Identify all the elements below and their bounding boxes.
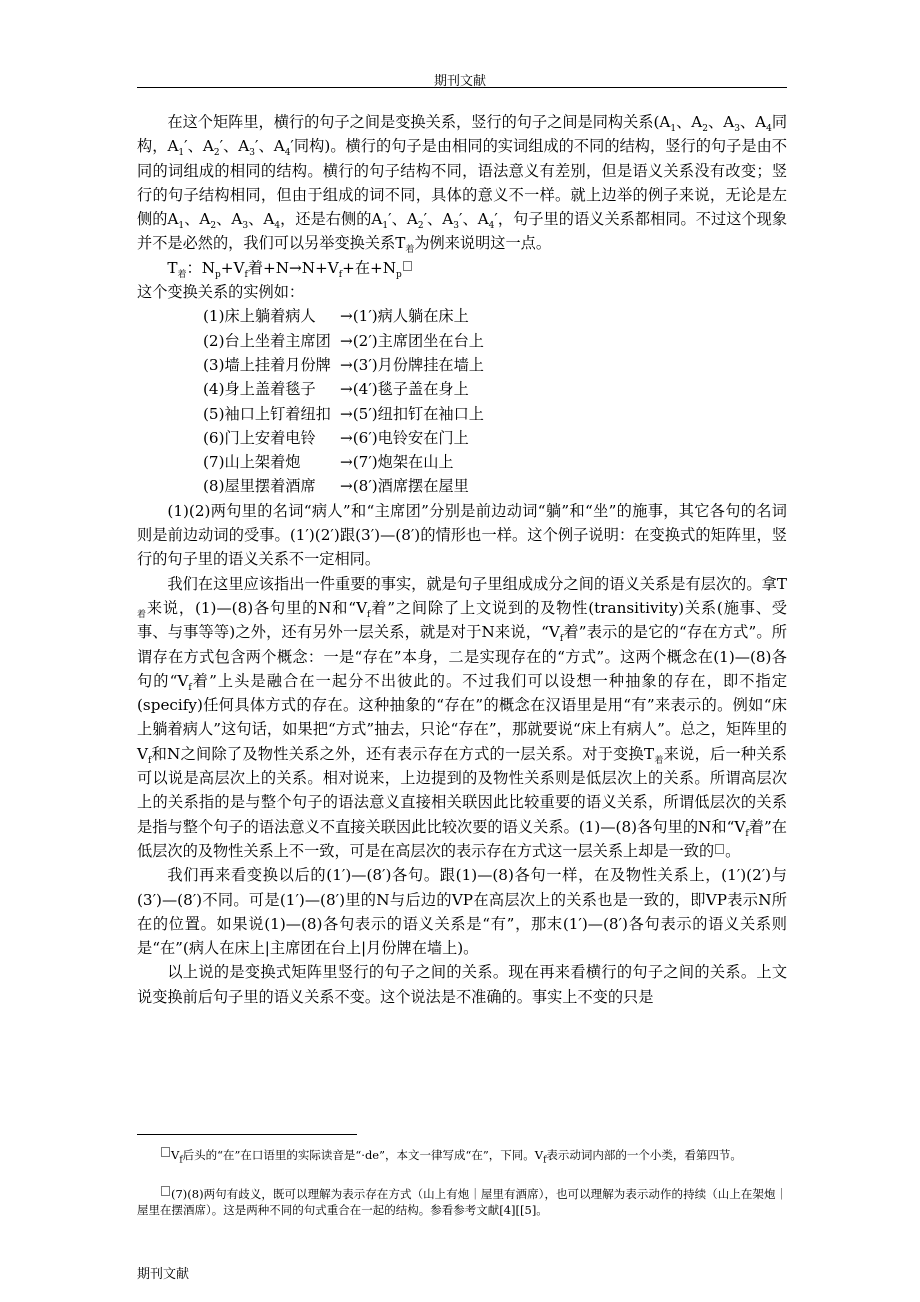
paragraph-1: 在这个矩阵里，横行的句子之间是变换关系，竖行的句子之间是同构关系($A_1$、$A_2$、$A_3$、$A_4$同构，$A_1'$、$A_2'$、$A_3'$、$A_4'$同构)。横行的句子是由相同的实词组成的不同的结构，竖行的句子是由不同的词组成的相同的结构。横行的句子结构不同，语法意义有差别，但是语义关系没有改变；竖行的句子结构相同，但由于组成的词不同，具体的意义不一样。就上边举的例子来说，无论是左侧的$A_1$、$A_2$、$A_3$、$A_4$，还是右侧的$A_1'$、$A_2'$、$A_3'$、$A_4'$，句子里的语义关系都相同。不过这个现象并不是必然的，我们可以另举变换关系$T_着$为例来说明这一点。 bbox=[137, 113, 788, 256]
example-list bbox=[137, 304, 787, 498]
example-right: →(8′)酒席摆在屋里 bbox=[340, 477, 469, 496]
footnote-rule bbox=[137, 1134, 357, 1135]
example-row bbox=[137, 402, 787, 426]
example-row bbox=[137, 329, 787, 353]
example-right: →(1′)病人躺在床上 bbox=[340, 307, 469, 326]
example-left: (1)床上躺着病人 bbox=[203, 307, 316, 326]
example-left: (2)台上坐着主席团 bbox=[203, 331, 331, 350]
example-row bbox=[137, 304, 787, 328]
example-row bbox=[137, 353, 787, 377]
body-text bbox=[137, 110, 787, 1009]
example-row bbox=[137, 426, 787, 450]
transform-formula: $T_着$：$N_p+V_f$着$+N\to N+V_f+$在$+N_p$ bbox=[137, 256, 787, 280]
example-right: →(4′)毯子盖在身上 bbox=[340, 380, 469, 399]
example-right: →(7′)炮架在山上 bbox=[340, 453, 454, 472]
page-header: 期刊文献 bbox=[433, 74, 486, 89]
example-row bbox=[137, 474, 787, 498]
example-right: →(2′)主席团坐在台上 bbox=[340, 331, 484, 350]
paragraph-2: (1)(2)两句里的名词“病人”和“主席团”分别是前边动词“躺”和“坐”的施事，其它各句的名词则是前边动词的受事。(1′)(2′)跟(3′)—(8′)的情形也一样。这个例子说明：在变换式的矩阵里，竖行的句子里的语义关系不一定相同。 bbox=[137, 501, 787, 569]
paragraph-3: 我们在这里应该指出一件重要的事实，就是句子里组成成分之间的语义关系是有层次的。拿$T_着$来说，(1)—(8)各句里的N和“$V_f$着”之间除了上文说到的及物性(transitivity)关系(施事、受事、与事等等)之外，还有另外一层关系，就是对于N来说，“$V_f$着”表示的是它的“存在方式”。所谓存在方式包含两个概念：一是“存在”本身，二是实现存在的“方式”。这两个概念在(1)—(8)各句的“$V_f$着”上头是融合在一起分不出彼此的。不过我们可以设想一种抽象的存在，即不指定(specify)任何具体方式的存在。这种抽象的“存在”的概念在汉语里是用“有”来表示的。例如“床上躺着病人”这句话，如果把“方式”抽去，只论“存在”，那就要说“床上有病人”。总之，矩阵里的$V_f$和N之间除了及物性关系之外，还有表示存在方式的一层关系。对于变换$T_着$来说，后一种关系可以说是高层次上的关系。相对说来，上边提到的及物性关系则是低层次上的关系。所谓高层次上的关系指的是与整个句子的语法意义直接相关联因此比较重要的语义关系，所谓低层次的关系是指与整个句子的语法意义不直接关联因此比较次要的语义关系。(1)—(8)各句里的N和“$V_f$着”在低层次的及物性关系上不一致，可是在高层次的表示存在方式这一层关系上却是一致的 。 bbox=[137, 574, 788, 860]
footnote-marker-icon bbox=[403, 261, 412, 271]
header-rule bbox=[137, 87, 787, 88]
footnote-2: (7)(8)两句有歧义，既可以理解为表示存在方式（山上有炮｜屋里有酒席），也可以理解为表示动作的持续（山上在架炮｜屋里在摆酒席）。这是两种不同的句式重合在一起的结构。参看参考文献[4][[5]。 bbox=[137, 1187, 787, 1217]
example-left: (5)袖口上钉着纽扣 bbox=[203, 404, 331, 423]
example-row bbox=[137, 377, 787, 401]
page-footer: 期刊文献 bbox=[137, 1267, 190, 1282]
footnote-marker-icon bbox=[715, 844, 724, 854]
example-right: →(3′)月份牌挂在墙上 bbox=[340, 355, 484, 374]
example-left: (7)山上架着炮 bbox=[203, 453, 301, 472]
example-left: (8)屋里摆着酒席 bbox=[203, 477, 316, 496]
example-right: →(5′)纽扣钉在袖口上 bbox=[340, 404, 484, 423]
example-left: (6)门上安着电铃 bbox=[203, 428, 316, 447]
paragraph-4: 我们再来看变换以后的(1′)—(8′)各句。跟(1)—(8)各句一样，在及物性关系上，(1′)(2′)与(3′)—(8′)不同。可是(1′)—(8′)里的N与后边的VP在高层次上的关系也是一致的，即VP表示N所在的位置。如果说(1)—(8)各句表示的语义关系是“有”，那末(1′)—(8′)各句表示的语义关系则是“在”(病人在床上|主席团在台上|月份牌在墙上)。 bbox=[137, 866, 787, 958]
footnote-1: $V_f$后头的“在”在口语里的实际读音是“·de”，本文一律写成“在”，下同。$V_f$表示动词内部的一个小类，看第四节。 bbox=[137, 1147, 787, 1163]
paragraph-5: 以上说的是变换式矩阵里竖行的句子之间的关系。现在再来看横行的句子之间的关系。上文说变换前后句子里的语义关系不变。这个说法是不准确的。事实上不变的只是 bbox=[137, 963, 787, 1006]
example-left: (4)身上盖着毯子 bbox=[203, 380, 316, 399]
footnote-marker-icon bbox=[161, 1147, 170, 1157]
example-right: →(6′)电铃安在门上 bbox=[340, 428, 469, 447]
footnote-marker-icon bbox=[161, 1186, 170, 1196]
example-left: (3)墙上挂着月份牌 bbox=[203, 355, 331, 374]
examples-intro: 这个变换关系的实例如： bbox=[137, 283, 305, 302]
example-row bbox=[137, 450, 787, 474]
